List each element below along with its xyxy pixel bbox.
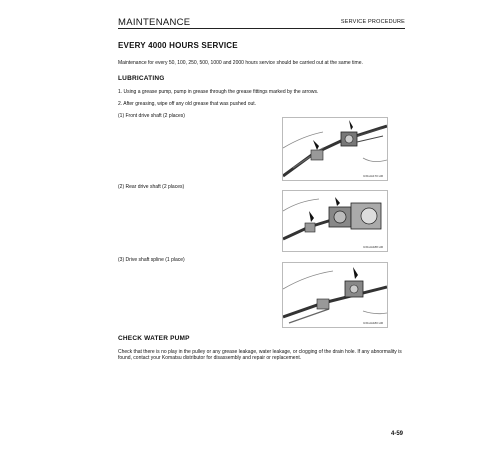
figure-code: RJ1HA188 HR bbox=[363, 245, 383, 249]
front-drive-shaft-illustration bbox=[283, 118, 387, 180]
figure-rear-drive-shaft bbox=[282, 190, 388, 252]
page-number: 4-59 bbox=[390, 431, 403, 437]
item-2-label: (2) Rear drive shaft (2 places) bbox=[118, 184, 185, 190]
step-1: 1. Using a grease pump, pump in grease through the grease fittings marked by the arrows. bbox=[118, 89, 319, 95]
figure-code: RJ1HA180 HR bbox=[363, 321, 383, 325]
step-2: 2. After greasing, wipe off any old grease that was pushed out. bbox=[118, 101, 257, 107]
item-3-label: (3) Drive shaft spline (1 place) bbox=[118, 257, 185, 263]
item-1-label: (1) Front drive shaft (2 places) bbox=[118, 113, 185, 119]
header-subsection: SERVICE PROCEDURE bbox=[340, 19, 405, 25]
water-pump-text: Check that there is no play in the pulley or any grease leakage, water leakage, or clogging of the drain hole. If any abnormality is found, contact your Komatsu distributor for disassembly and repair or replacement. bbox=[118, 349, 402, 361]
header-rule bbox=[118, 28, 405, 29]
header-section: MAINTENANCE bbox=[118, 17, 191, 28]
page-title: EVERY 4000 HOURS SERVICE bbox=[118, 41, 238, 50]
drive-shaft-spline-illustration bbox=[283, 263, 387, 327]
figure-code: RJ1HA170 HR bbox=[363, 174, 383, 178]
rear-drive-shaft-illustration bbox=[283, 191, 387, 251]
figure-drive-shaft-spline bbox=[282, 262, 388, 328]
lubricating-heading: LUBRICATING bbox=[118, 75, 165, 82]
water-pump-heading: CHECK WATER PUMP bbox=[118, 335, 190, 342]
figure-front-drive-shaft bbox=[282, 117, 388, 181]
intro-text: Maintenance for every 50, 100, 250, 500, 1000 and 2000 hours service should be carried out at the same time. bbox=[118, 60, 363, 66]
